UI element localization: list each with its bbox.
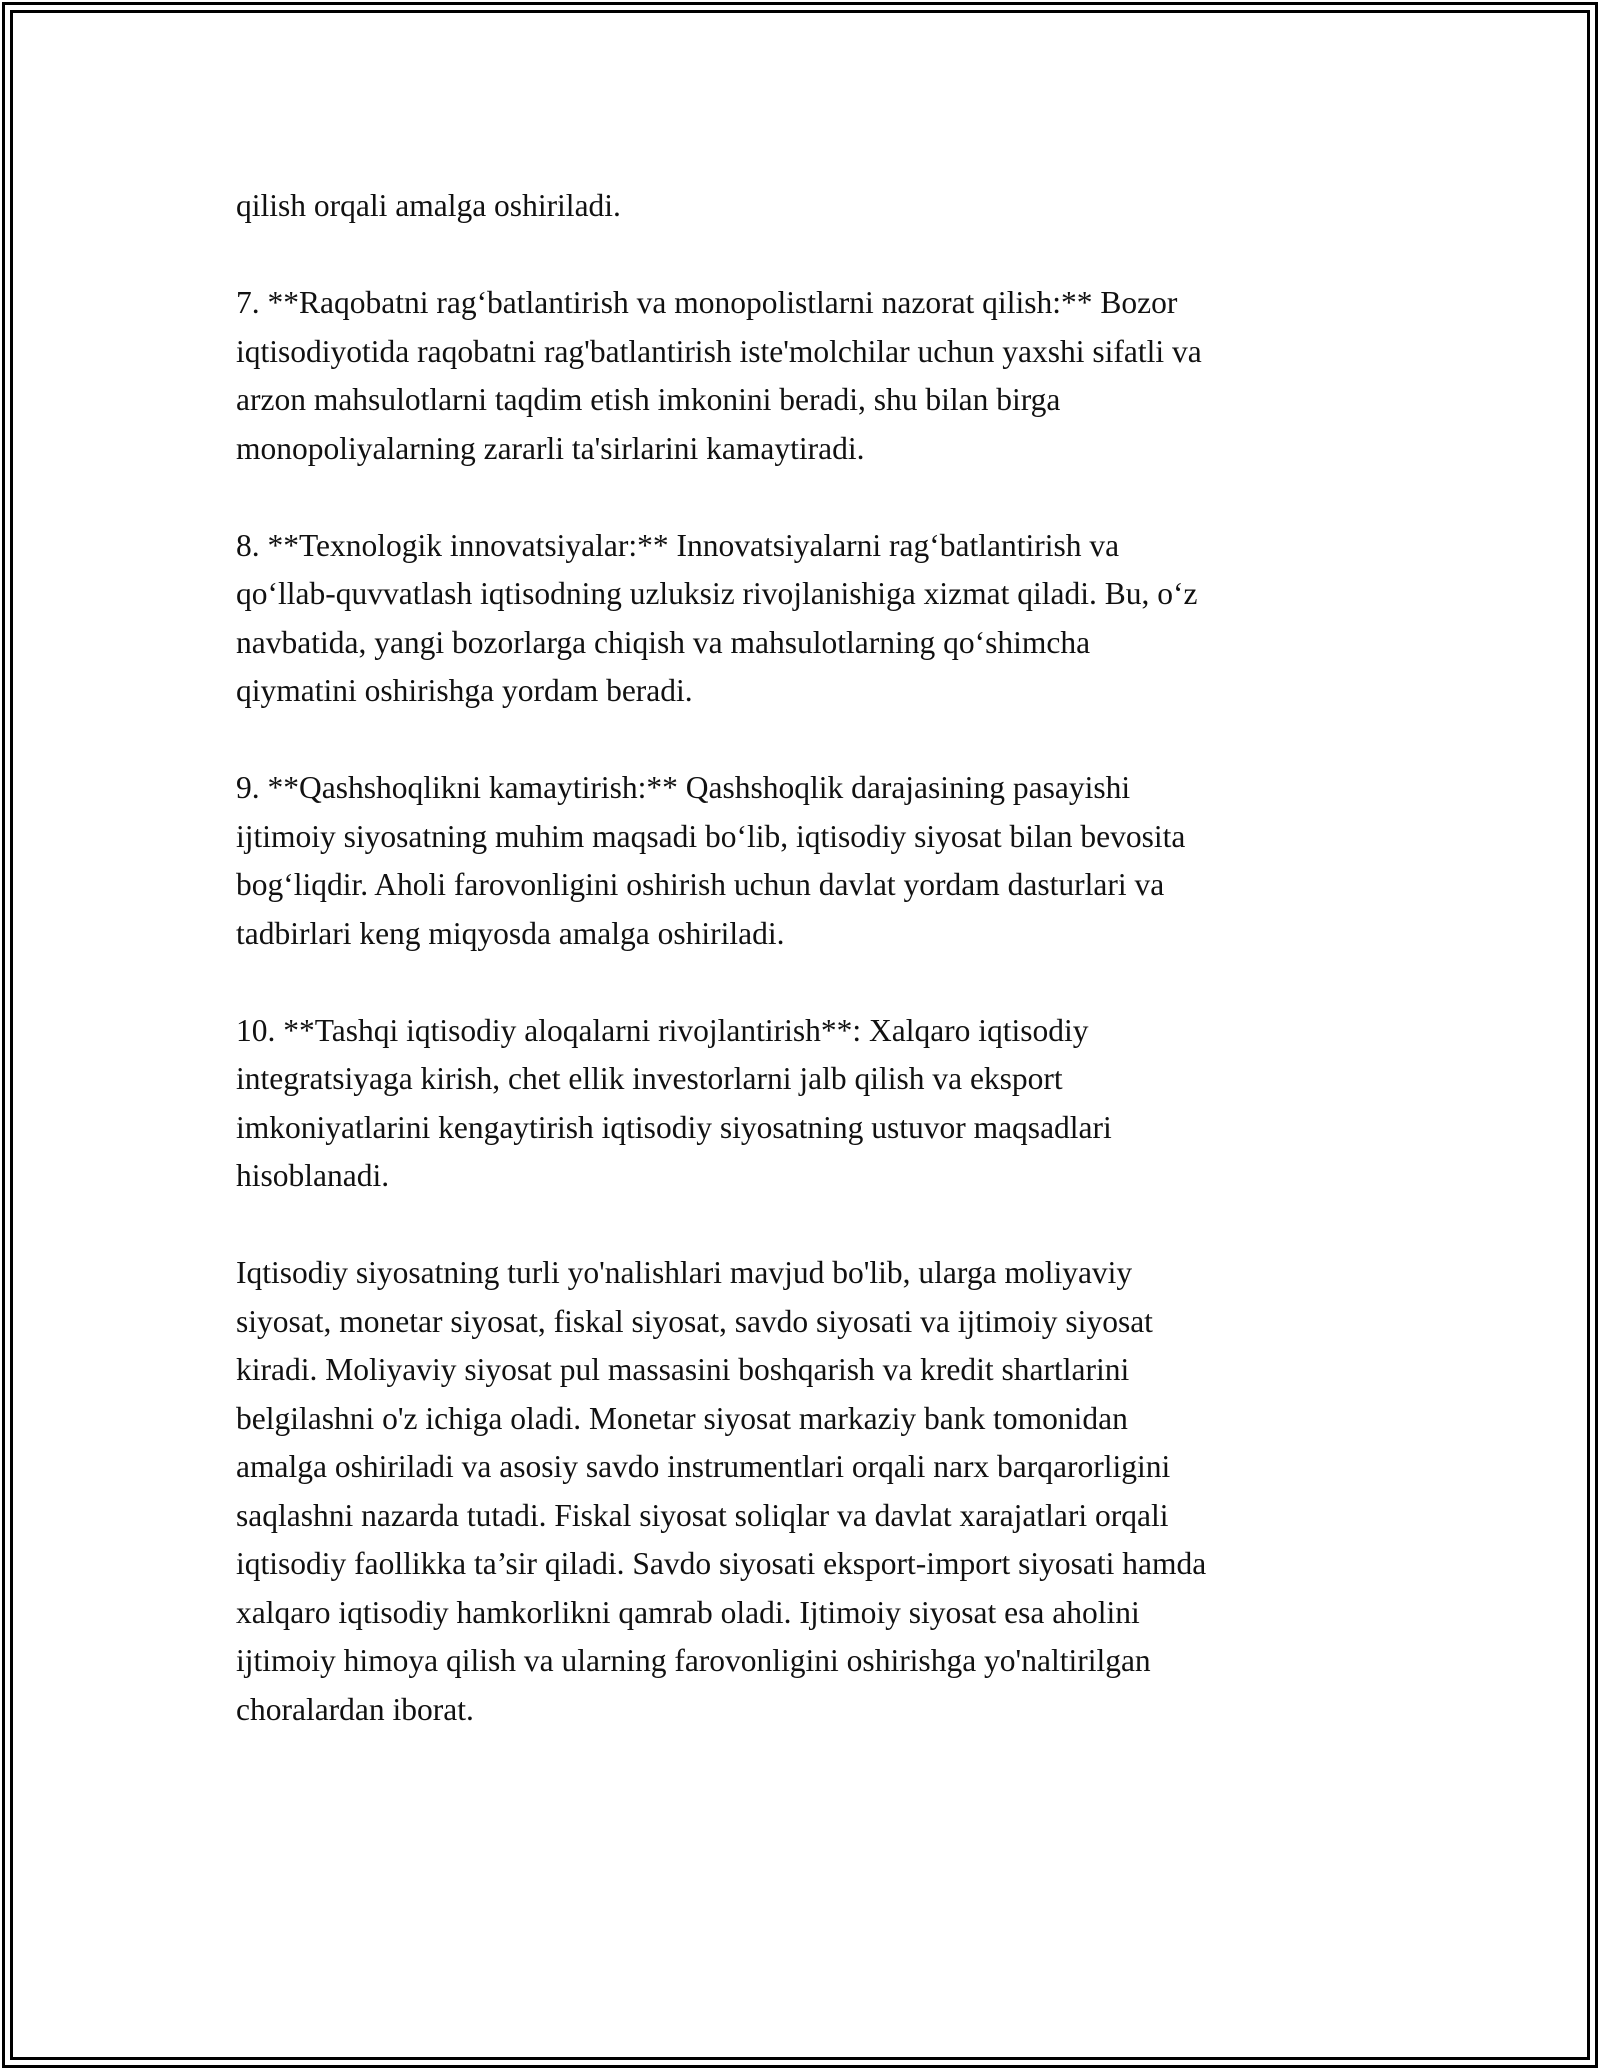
paragraph-item-10: 10. **Tashqi iqtisodiy aloqalarni rivojlantirish**: Xalqaro iqtisodiy integratsiyaga kirish, chet ellik investorlarni jalb qilish va eksport imkoniyatlarini kengaytirish iqtisodiy siyosatning ustuvor maqsadlari hisoblanadi. xyxy=(236,1012,1112,1193)
document-body xyxy=(236,182,1396,1783)
paragraph-item-7: 7. **Raqobatni rag‘batlantirish va monopolistlarni nazorat qilish:** Bozor iqtisodiyotida raqobatni rag'batlantirish iste'molchilar uchun yaxshi sifatli va arzon mahsulotlarni taqdim etish imkonini beradi, shu bilan birga monopoliyalarning zararli ta'sirlarini kamaytiradi. xyxy=(236,285,1202,466)
paragraph-item-9: 9. **Qashshoqlikni kamaytirish:** Qashshoqlik darajasining pasayishi ijtimoiy siyosatning muhim maqsadi bo‘lib, iqtisodiy siyosat bilan bevosita bog‘liqdir. Aholi farovonligini oshirish uchun davlat yordam dasturlari va tadbirlari keng miqyosda amalga oshiriladi. xyxy=(236,770,1186,951)
paragraph-item-8: 8. **Texnologik innovatsiyalar:** Innovatsiyalarni rag‘batlantirish va qo‘llab-quvvatlash iqtisodning uzluksiz rivojlanishiga xizmat qiladi. Bu, o‘z navbatida, yangi bozorlarga chiqish va mahsulotlarning qo‘shimcha qiymatini oshirishga yordam beradi. xyxy=(236,527,1198,708)
paragraph-summary: Iqtisodiy siyosatning turli yo'nalishlari mavjud bo'lib, ularga moliyaviy siyosat, monetar siyosat, fiskal siyosat, savdo siyosati va ijtimoiy siyosat kiradi. Moliyaviy siyosat pul massasini boshqarish va kredit shartlarini belgilashni o'z ichiga oladi. Monetar siyosat markaziy bank tomonidan amalga oshiriladi va asosiy savdo instrumentlari orqali narx barqarorligini saqlashni nazarda tutadi. Fiskal siyosat soliqlar va davlat xarajatlari orqali iqtisodiy faollikka ta’sir qiladi. Savdo siyosati eksport-import siyosati hamda xalqaro iqtisodiy hamkorlikni qamrab oladi. Ijtimoiy siyosat esa aholini ijtimoiy himoya qilish va ularning farovonligini oshirishga yo'naltirilgan choralardan iborat. xyxy=(236,1255,1207,1727)
paragraph-continuation: qilish orqali amalga oshiriladi. xyxy=(236,188,621,223)
